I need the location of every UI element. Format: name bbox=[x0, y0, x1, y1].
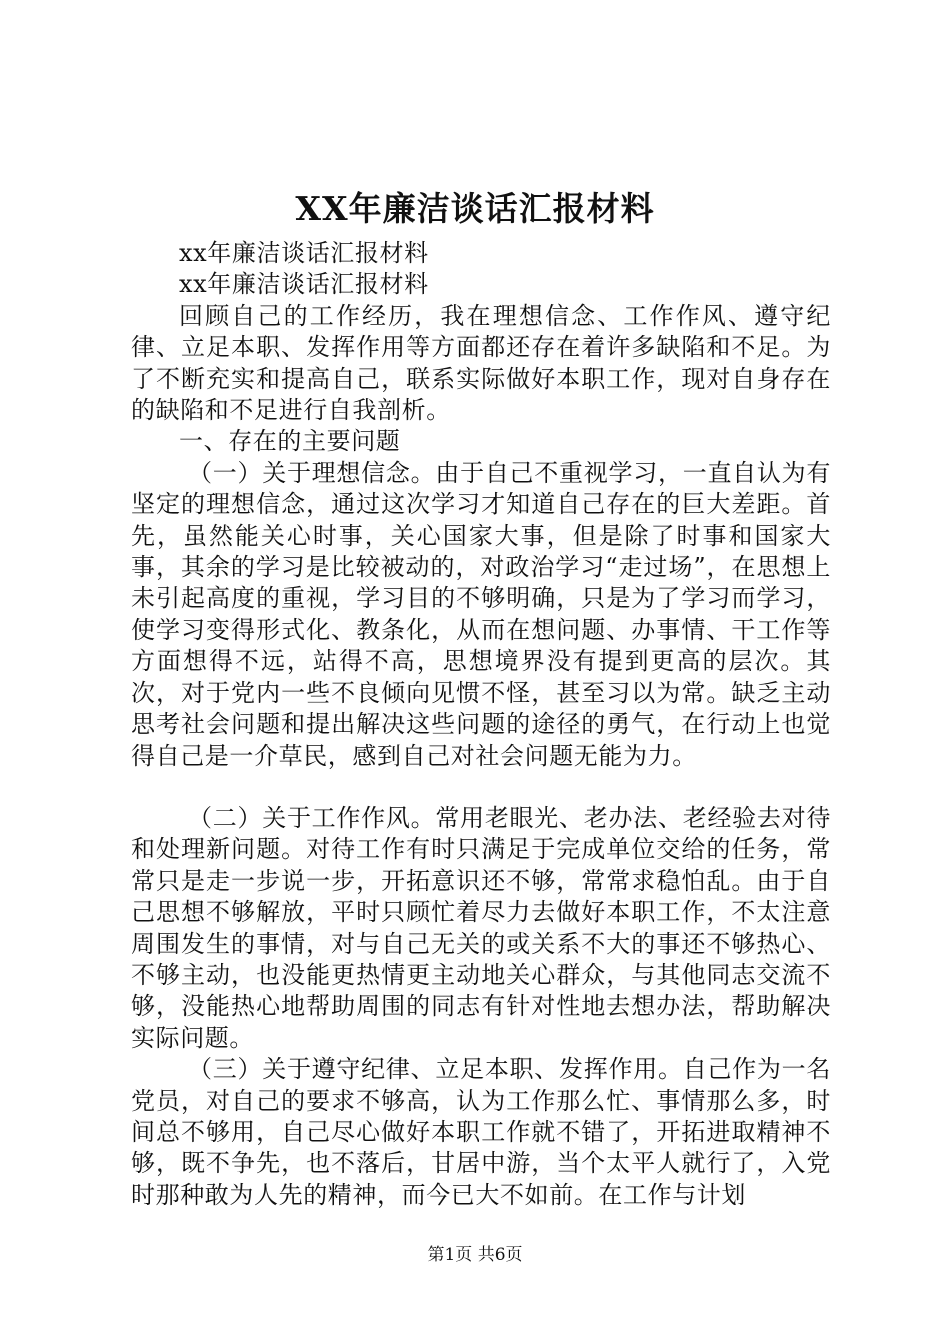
paragraph-intro: 回顾自己的工作经历，我在理想信念、工作作风、遵守纪律、立足本职、发挥作用等方面都还存在着许多缺陷和不足。为了不断充实和提高自己，联系实际做好本职工作，现对自身存在的缺陷和不足进行自我剖析。 bbox=[131, 301, 831, 425]
section-heading-problems: 一、存在的主要问题 bbox=[179, 427, 401, 456]
paragraph-spacer bbox=[131, 772, 831, 803]
paragraph-subtitle-2: xx年廉洁谈话汇报材料 bbox=[179, 270, 429, 299]
paragraph-subtitle-1: xx年廉洁谈话汇报材料 bbox=[179, 239, 429, 267]
page-number-footer: 第1页 共6页 bbox=[427, 1245, 523, 1265]
paragraph-ideals-beliefs: （一）关于理想信念。由于自己不重视学习，一直自认为有坚定的理想信念，通过这次学习才知道自己存在的巨大差距。首先，虽然能关心时事，关心国家大事，但是除了时事和国家大事，其余的学习是比较被动的，对政治学习“走过场”，在思想上未引起高度的重视，学习目的不够明确，只是为了学习而学习，使学习变得形式化、教条化，从而在想问题、办事情、干工作等方面想得不远，站得不高，思想境界没有提到更高的层次。其次，对于党内一些不良倾向见惯不怪，甚至习以为常。缺乏主动思考社会问题和提出解决这些问题的途径的勇气，在行动上也觉得自己是一介草民，感到自己对社会问题无能为力。 bbox=[131, 458, 831, 770]
paragraph-work-style: （二）关于工作作风。常用老眼光、老办法、老经验去对待和处理新问题。对待工作有时只满足于完成单位交给的任务，常常只是走一步说一步，开拓意识还不够，常常求稳怕乱。由于自己思想不够解放，平时只顾忙着尽力去做好本职工作，不太注意周围发生的事情，对与自己无关的或关系不大的事还不够热心、不够主动，也没能更热情更主动地关心群众，与其他同志交流不够，没能热心地帮助周围的同志有针对性地去想办法，帮助解决实际问题。 bbox=[131, 803, 831, 1052]
paragraph-discipline: （三）关于遵守纪律、立足本职、发挥作用。自己作为一名党员，对自己的要求不够高，认为工作那么忙、事情那么多，时间总不够用，自己尽心做好本职工作就不错了，开拓进取精神不够，既不争先，也不落后，甘居中游，当个太平人就行了，入党时那种敢为人先的精神，而今已大不如前。在工作与计划 bbox=[131, 1055, 831, 1209]
document-body bbox=[131, 238, 831, 1211]
document-title: XX年廉洁谈话汇报材料 bbox=[295, 189, 655, 228]
